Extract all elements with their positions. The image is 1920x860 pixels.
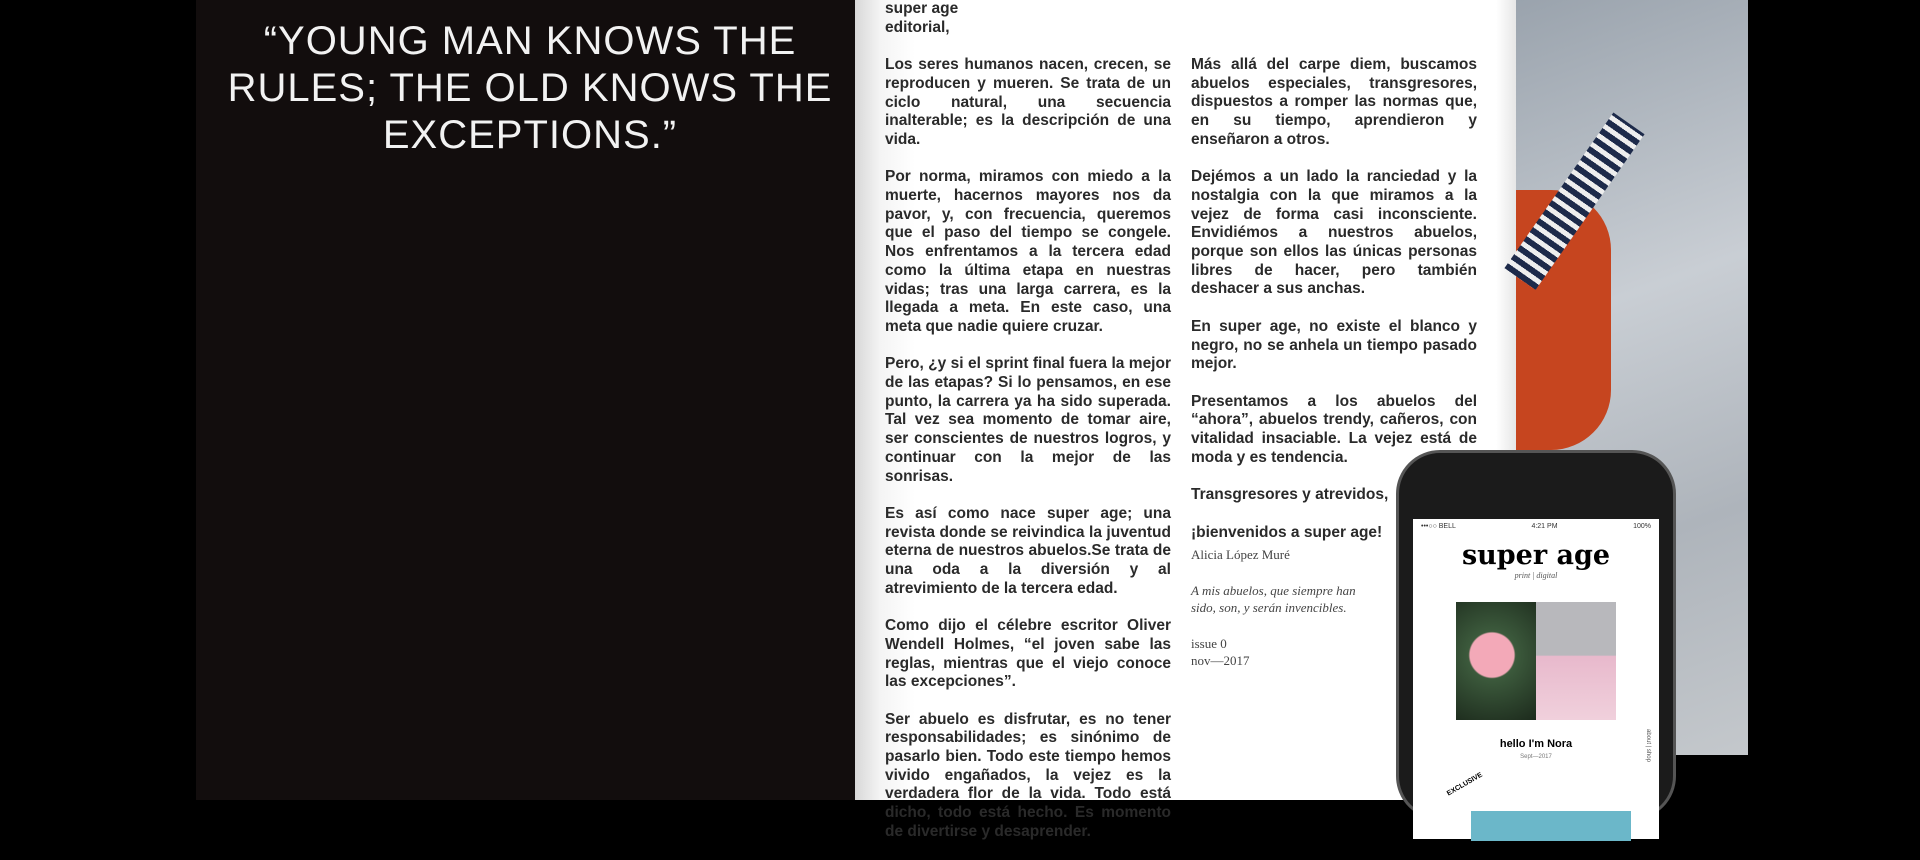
clock: 4:21 PM	[1531, 523, 1558, 530]
paragraph: Los seres humanos nacen, crecen, se reproducen y mueren. Se trata de un ciclo natural, una secuencia inalterable; es la descripción de una vida.	[885, 56, 1171, 148]
issue: issue 0	[1191, 635, 1227, 651]
story-title[interactable]: hello I'm Nora	[1499, 738, 1573, 750]
carrier: •••○○ BELL	[1421, 523, 1456, 530]
pull-quote: “YOUNG MAN KNOWS THE RULES; THE OLD KNOWS THE EXCEPTIONS.”	[227, 19, 833, 157]
author: Alicia López Muré	[1191, 547, 1290, 563]
paragraph: Como dijo el célebre escritor Oliver Wendell Holmes, “el joven sabe las reglas, mientras que el viejo conoce las excepciones”.	[885, 617, 1171, 691]
battery: 100%	[1633, 523, 1651, 530]
exclusive-badge: EXCLUSIVE	[1445, 771, 1484, 798]
issue-date: nov—2017	[1191, 652, 1250, 668]
heading	[885, 0, 1171, 37]
heading-line: super age	[885, 0, 959, 17]
paragraph: Pero, ¿y si el sprint final fuera la mejor de las etapas? Si lo pensamos, en ese punto, la carrera ya ha sido superada. Tal vez sea momento de tomar aire, ser conscientes de nuestros logros, y continuar con la mejor de las sonrisas.	[885, 355, 1171, 485]
status-bar	[1413, 519, 1659, 534]
paragraph: Transgresores y atrevidos,	[1191, 486, 1389, 504]
paragraph: Es así como nace super age; una revista donde se reivindica la juventud eterna de nuestros abuelos.Se trata de una oda a la diversión y al atrevimiento de la tercera edad.	[885, 504, 1171, 597]
paragraph: Por norma, miramos con miedo a la muerte, hacernos mayores nos da pavor, y, con frecuencia, queremos que el paso del tiempo se congele. Nos enfrentamos a la tercera edad como la última etapa en nuestras vidas; tras una larga carrera, es la llegada a meta. En este caso, una meta que nadie quiere cruzar.	[885, 168, 1171, 335]
heading-line: editorial,	[885, 18, 950, 36]
paragraph: Ser abuelo es disfrutar, es no tener responsabilidades; es sinónimo de pasarlo bien. Todo este tiempo hemos vivido engañados, la vejez es la verdadera flor de la vida. Todo está dicho, todo está hecho. Es momento de divertirse y desaprender.	[885, 710, 1171, 840]
story-date: Sept—2017	[1520, 754, 1552, 760]
app-logo: super age	[1461, 540, 1611, 571]
story-image[interactable]	[1456, 602, 1616, 720]
paragraph: Presentamos a los abuelos del “ahora”, abuelos trendy, cañeros, con vitalidad insaciable. La vejez está de moda y es tendencia.	[1191, 392, 1477, 466]
left-column	[885, 0, 1171, 860]
promo-banner[interactable]	[1471, 811, 1631, 841]
side-nav[interactable]: about | shop	[1645, 729, 1651, 762]
paragraph: Dejémos a un lado la ranciedad y la nostalgia con la que miramos a la vejez de forma casi inconsciente. Envidiémos a nuestros abuelos, porque son ellos las únicas personas libres de hacer, pero también deshacer a sus anchas.	[1191, 168, 1477, 298]
phone-screen	[1413, 519, 1659, 839]
app-subtitle[interactable]: print | digital	[1514, 571, 1558, 580]
paragraph: Más allá del carpe diem, buscamos abuelos especiales, transgresores, dispuestos a romper las normas que, en su tiempo, aprendieron y enseñaron a otros.	[1191, 56, 1477, 148]
phone-mockup	[1396, 450, 1676, 820]
paragraph: ¡bienvenidos a super age!	[1191, 523, 1383, 541]
paragraph: En super age, no existe el blanco y negro, no se anhela un tiempo pasado mejor.	[1191, 317, 1477, 373]
dedication: A mis abuelos, que siempre han sido, son, y serán invencibles.	[1191, 582, 1356, 615]
